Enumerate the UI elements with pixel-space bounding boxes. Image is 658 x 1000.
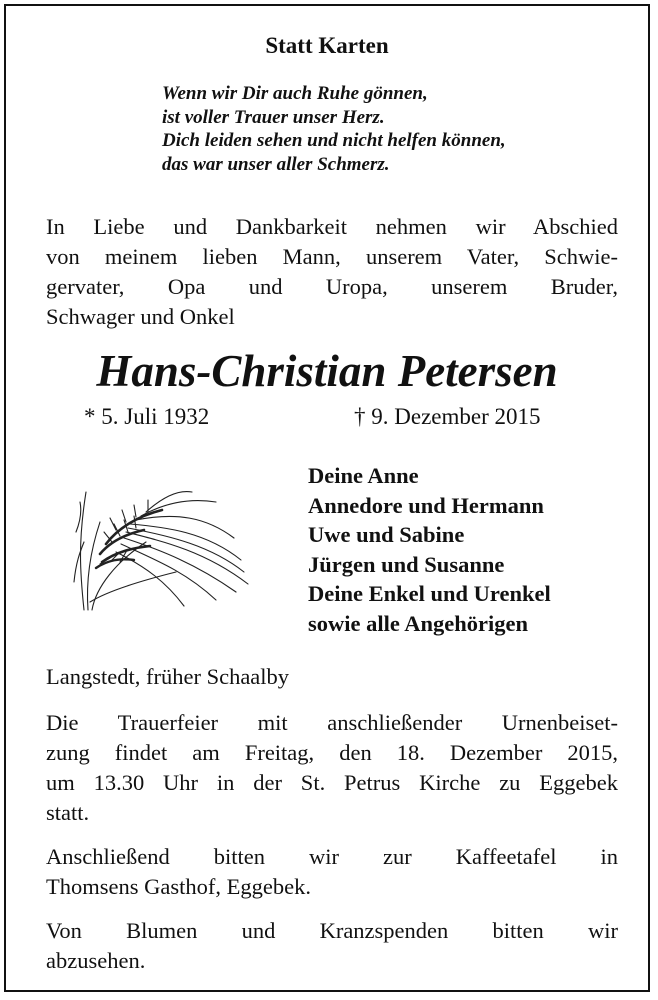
flowers-paragraph	[46, 916, 618, 976]
mourner: Annedore und Hermann	[308, 492, 544, 518]
header-statt-karten: Statt Karten	[265, 33, 389, 58]
place: Langstedt, früher Schaalby	[46, 664, 290, 689]
intro-paragraph	[46, 212, 618, 332]
mourners-list	[308, 461, 628, 638]
flowers-line: abzusehen.	[46, 948, 146, 973]
coffee-line: Anschließend bitten wir zur Kaffeetafel in	[46, 844, 618, 869]
flowers-line: Von Blumen und Kranzspenden bitten wir	[46, 918, 618, 943]
mourner: sowie alle Angehörigen	[308, 610, 528, 636]
funeral-line: um 13.30 Uhr in der St. Petrus Kirche zu Eggebek	[46, 770, 618, 795]
poem-line: das war unser aller Schmerz.	[162, 153, 390, 175]
poem-line: ist voller Trauer unser Herz.	[162, 106, 385, 128]
funeral-line: zung findet am Freitag, den 18. Dezember 2015,	[46, 740, 618, 765]
mourner: Deine Enkel und Urenkel	[308, 581, 551, 606]
poem-line: Wenn wir Dir auch Ruhe gönnen,	[162, 83, 428, 104]
funeral-paragraph	[46, 708, 618, 828]
intro-line: Schwager und Onkel	[46, 304, 235, 329]
obituary-notice	[4, 4, 650, 992]
wheat-ears-icon	[66, 472, 256, 612]
mourner: Deine Anne	[308, 463, 419, 488]
poem-line: Dich leiden sehen und nicht helfen können,	[162, 130, 506, 151]
death-date: † 9. Dezember 2015	[354, 404, 541, 429]
coffee-paragraph	[46, 842, 618, 902]
coffee-line: Thomsens Gasthof, Eggebek.	[46, 874, 311, 899]
mourner: Jürgen und Susanne	[308, 551, 505, 577]
funeral-line: Die Trauerfeier mit anschließender Urnenbeiset-	[46, 710, 618, 735]
funeral-line: statt.	[46, 800, 90, 825]
deceased-name: Hans-Christian Petersen	[96, 346, 558, 396]
intro-line: In Liebe und Dankbarkeit nehmen wir Abschied	[46, 214, 618, 239]
intro-line: von meinem lieben Mann, unserem Vater, Schwie-	[46, 244, 618, 269]
intro-line: gervater, Opa und Uropa, unserem Bruder,	[46, 274, 618, 299]
poem	[162, 82, 632, 176]
mourner: Uwe und Sabine	[308, 522, 465, 547]
birth-date: * 5. Juli 1932	[84, 404, 210, 429]
